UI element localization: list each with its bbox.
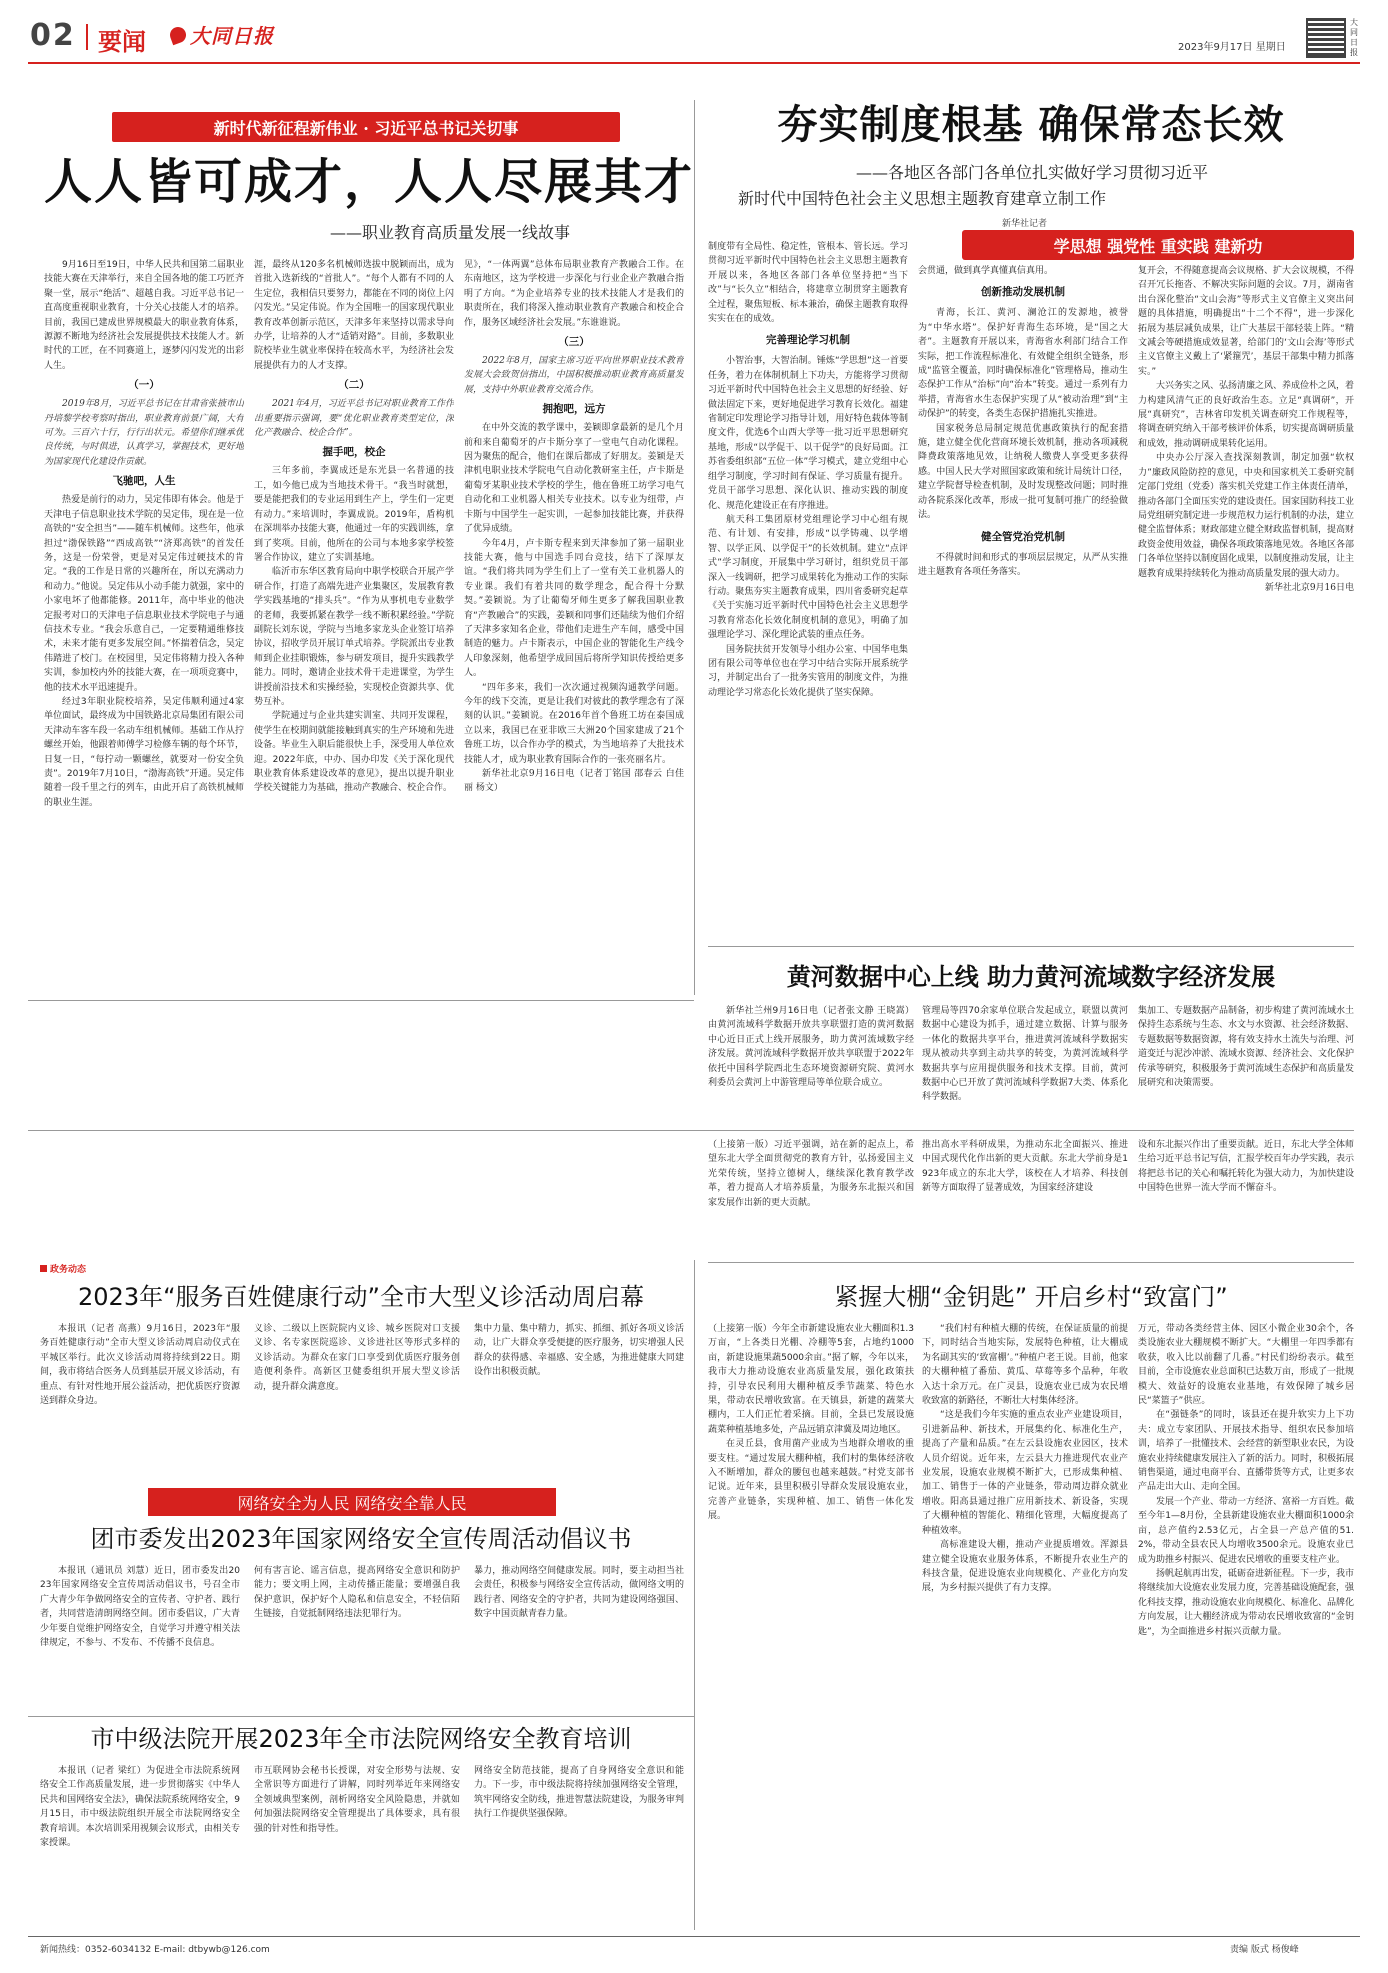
right-lead-subhead-2: 新时代中国特色社会主义思想主题教育建章立制工作 bbox=[738, 189, 1107, 208]
data-center-column-3 bbox=[1138, 1004, 1354, 1124]
left-lead-column-1 bbox=[44, 258, 244, 988]
paragraph: （上接第一版）习近平强调，站在新的起点上，希望东北大学全面贯彻党的教育方针，弘扬爱国主义光荣传统，坚持立德树人，继续深化教育教学改革，着力提高人才培养质量，为服务东北振兴和国家发展作出新的更大贡献。 bbox=[708, 1140, 914, 1208]
section-name: 要闻 bbox=[98, 27, 146, 56]
paragraph: 网络安全防范技能，提高了自身网络安全意识和能力。下一步，市中级法院将持续加强网络安全管理，筑牢网络安全防线，推进智慧法院建设，为服务审判执行工作提供坚强保障。 bbox=[474, 1766, 684, 1820]
left-lead-column-3 bbox=[464, 258, 684, 988]
greenhouse-column-3 bbox=[1138, 1322, 1354, 1928]
paragraph: “这是我们今年实施的重点农业产业建设项目，引进新品种、新技术，开展集约化、标准化生产，提高了产量和品质。”在左云县设施农业园区，技术人员介绍说。近年来，左云县大力推进现代农业产业发展，设施农业规模不断扩大，已形成集种植、加工、销售于一体的产业链条，带动周边群众就业增收。阳高县通过推广应用新技术、新设备，实现了大棚种植的智能化、精细化管理，大幅度提高了种植效率。 bbox=[922, 1410, 1128, 1536]
paragraph: 集加工、专题数据产品制备，初步构建了黄河流域水土保持生态系统与生态、水文与水资源、社会经济数据、专题数据等数据资源，将有效支持水土流失与治理、河道变迁与泥沙冲淤、流域水资源、经济社会、文化保护传承等研究，积极服务于黄河流域生态保护和高质量发展研究和决策需要。 bbox=[1138, 1006, 1354, 1089]
section-marker: （一） bbox=[128, 379, 160, 392]
medical-column-1 bbox=[40, 1322, 240, 1472]
paragraph: 集中力量、集中精力，抓实、抓细、抓好各项义诊活动，让广大群众享受便捷的医疗服务，切实增强人民群众的获得感、幸福感、安全感，为推进健康大同建设作出积极贡献。 bbox=[474, 1324, 684, 1378]
paragraph: 国务院扶贫开发领导小组办公室、中国华电集团有限公司等单位也在学习中结合实际开展系统学习，并制定出台了一批务实管用的制度文件，为推动理论学习常态化长效化提供了坚实保障。 bbox=[708, 644, 908, 698]
continued-column-2 bbox=[922, 1138, 1128, 1256]
cyber-headline: 团市委发出2023年国家网络安全宣传周活动倡议书 bbox=[90, 1525, 632, 1553]
paragraph: 航天科工集团原材党组理论学习中心组有规范、有计划、有安排，形成“以学铸魂、以学增智、以学正风、以学促干”的长效机制。建立“点评式”学习制度，开展集中学习研讨，组织党员干部深入一线调研，把学习成果转化为推动工作的实际行动。聚焦夯实主题教育成果，四川省委研究起草《关于实施习近平新时代中国特色社会主义思想学习教育常态化长效化制度机制的意见》，明确了加强理论学习、深化理论武装的重点任务。 bbox=[708, 514, 908, 641]
paragraph: 大兴务实之风、弘扬清廉之风、养成俭朴之风，着力构建风清气正的良好政治生态。立足“真调研”，开展“真研究”，吉林省印发机关调查研究工作规程等，将调查研究纳入干部考核评价体系，切实提高调研质量和成效，推动调研成果转化运用。 bbox=[1138, 381, 1354, 449]
section-divider bbox=[28, 1716, 694, 1717]
paragraph: 义诊、二级以上医院院内义诊、城乡医院对口支援义诊、名专家医院巡诊、义诊进社区等形式多样的义诊活动。为群众在家门口享受到优质医疗服务创造便利条件。高新区卫健委组织开展大型义诊活动，提升群众满意度。 bbox=[254, 1324, 460, 1392]
court-column-3 bbox=[474, 1764, 684, 1928]
footer-rule bbox=[28, 1936, 1360, 1937]
greenhouse-column-1 bbox=[708, 1322, 914, 1928]
paragraph: 小智治事，大智治制。锤炼“学思想”这一首要任务，着力在体制机制上下功夫，方能将学习贯彻习近平新时代中国特色社会主义思想的好经验、好做法固定下来，更好地促进学习教育长效化。福建省制定印发理论学习指导计划，用好特色载体等制度文件，优选6个山西大学等一批习近平思想研究基地，形成“以学促干、以干促学”的良好局面。江苏省委组织部“五位一体”学习模式，建立党组中心组学习制度，学习时间有保证、学习质量有提升。党员干部学习思想、深化认识、推动实践的制度化、规范化建设正在有序推进。 bbox=[708, 356, 908, 511]
paper-logo bbox=[170, 20, 274, 49]
paragraph: 热爱是前行的动力，吴定伟即有体会。他是于天津电子信息职业技术学院的吴定伟，现在是一位高铁的“安全担当”——随车机械师。这些年，他承担过“渤保铁路”“西成高铁”“济郑高铁”的首发任务，这是一份荣誉，更是对吴定伟过硬技术的肯定。“我的工作是日常的兴趣所在，所以充满动力和动力。”他说。吴定伟从小动手能力就强，家中的小家电坏了他都能修。2011年，高中毕业的他决定报考对口的天津电子信息职业技术学院电子与通信技术专业。“我会乐意自己，一定要精通维修技术，未来才能有更多发展空间。”怀揣着信念，吴定伟踏进了校门。在校园里，吴定伟将精力投入各种实训，参加校内外的技能大赛，在一项项竞赛中，他的技术水平迅速提升。 bbox=[44, 495, 244, 693]
paragraph: 发展一个产业、带动一方经济、富裕一方百姓。截至今年1—8月份，全县新建设施农业大棚面积1000余亩，总产值约2.53亿元，占全县一产总产值的51.2%，带动全县农民人均增收3500余元。设施农业已成为助推乡村振兴、促进农民增收的重要支柱产业。 bbox=[1138, 1496, 1354, 1565]
greenhouse-column-2 bbox=[922, 1322, 1128, 1928]
medical-column-3 bbox=[474, 1322, 684, 1472]
cyber-column-2 bbox=[254, 1564, 460, 1712]
paragraph: 设和东北振兴作出了重要贡献。近日，东北大学全体师生给习近平总书记写信，汇报学校百年办学实践，表示将把总书记的关心和嘱托转化为强大动力，为加快建设中国特色世界一流大学而不懈奋斗。 bbox=[1138, 1140, 1354, 1194]
paragraph: “四年多来，我们一次次通过视频沟通教学问题。今年的线下交流，更是让我们对彼此的教学理念有了深刻的认识。”姜颖说。在2016年首个鲁班工坊在泰国成立以来，我国已在亚非欧三大洲20个国家建成了21个鲁班工坊，以合作办学的模式，为当地培养了大批技术技能人才，成为职业教育国际合作的一张亮丽名片。 bbox=[464, 682, 684, 765]
section-heading: 握手吧，校企 bbox=[322, 446, 386, 459]
column-divider bbox=[694, 1260, 695, 1930]
right-lead-banner: 学思想 强党性 重实践 建新功 bbox=[962, 230, 1354, 260]
right-lead-headline: 夯实制度根基 确保常态长效 bbox=[777, 101, 1285, 148]
left-lead-banner: 新时代新征程新伟业 · 习近平总书记关切事 bbox=[112, 112, 620, 142]
paragraph: 新华社兰州9月16日电（记者张文静 王晓嵩）由黄河流域科学数据开放共享联盟打造的黄河数据中心近日正式上线开展服务，助力黄河流域数字经济发展。黄河流域科学数据开放共享联盟于2022年依托中国科学院西北生态环境资源研究院、黄河水利委员会黄河上中游管理局等单位联合成立。 bbox=[708, 1006, 914, 1089]
quote-block: 2019年8月，习近平总书记在甘肃省张掖市山丹培黎学校考察时指出，职业教育前景广阔，大有可为。三百六十行，行行出状元。希望你们继承优良传统，与时俱进，认真学习，掌握技术，更好地为国家现代化建设作贡献。 bbox=[44, 399, 244, 467]
left-lead-column-2 bbox=[254, 258, 454, 988]
quote-block: 2021年4月，习近平总书记对职业教育工作作出重要指示强调，要“优化职业教育类型定位，深化产教融合、校企合作”。 bbox=[254, 399, 454, 439]
paragraph: 制度带有全局性、稳定性，管根本、管长远。学习贯彻习近平新时代中国特色社会主义思想主题教育开展以来，各地区各部门各单位坚持把“当下改”与“长久立”相结合，将建章立制贯穿主题教育全过程，聚焦短板、标本兼治，确保主题教育取得实实在在的成效。 bbox=[708, 242, 908, 325]
right-lead-column-2 bbox=[918, 264, 1128, 940]
court-headline: 市中级法院开展2023年全市法院网络安全教育培训 bbox=[90, 1725, 632, 1753]
paragraph: 见》，“一体两翼”总体布局职业教育产教融合工作。在东南地区，这为学校进一步深化与行业企业产教融合指明了方向。“为企业培养专业的技术技能人才是我们的职责所在，我们将深入推动职业教育产教融合和校企合作，服务区域经济社会发展。”东谁谁说。 bbox=[464, 260, 684, 328]
section-divider bbox=[708, 1262, 1354, 1263]
medical-column-2 bbox=[254, 1322, 460, 1472]
data-center-headline: 黄河数据中心上线 助力黄河流域数字经济发展 bbox=[786, 962, 1276, 991]
paragraph: 9月16日至19日，中华人民共和国第二届职业技能大赛在天津举行，来自全国各地的能工巧匠齐聚一堂，展示“绝活”、超越自我。习近平总书记一直高度重视职业教育，十分关心技能人才的培养。目前，我国已建成世界规模最大的职业教育体系，源源不断地为经济社会发展提供技术技能人才。新时代的工匠，在不同赛道上，逐梦闪闪发光的出彩人生。 bbox=[44, 260, 244, 371]
court-column-1 bbox=[40, 1764, 240, 1928]
paper-name: 大同日报 bbox=[190, 24, 274, 48]
paragraph: 今年4月，卢卡斯专程来到天津参加了第一届职业技能大赛，他与中国选手同台竞技，结下了深厚友谊。“我们将共同为学生们上了一堂有关工业机器人的专业课。我们有着共同的数学理念，配合得十分默契。”姜颖说。为了让葡萄牙师生更多了解我国职业教育“产教融合”的实践，姜颖和同事们还陆续为他们介绍了天津多家知名企业，带他们走进生产车间，感受中国制造的魅力。卢卡斯表示，中国企业的智能化生产线令人印象深刻，他希望学成回国后将所学知识传授给更多人。 bbox=[464, 538, 684, 679]
right-lead-subhead-1: ——各地区各部门各单位扎实做好学习贯彻习近平 bbox=[856, 163, 1209, 182]
section-marker: （二） bbox=[338, 379, 370, 392]
footer-editors: 责编 版式 杨俊峰 bbox=[1230, 1945, 1299, 1955]
section-divider bbox=[708, 946, 1354, 947]
paragraph: 本报讯（记者 梁红）为促进全市法院系统网络安全工作高质量发展，进一步贯彻落实《中华人民共和国网络安全法》，确保法院系统网络安全，9月15日，市中级法院组织开展全市法院网络安全教育培训。本次培训采用视频会议形式，由相关专家授课。 bbox=[40, 1766, 240, 1849]
paragraph: 会贯通，做到真学真懂真信真用。 bbox=[918, 266, 1054, 276]
cyber-column-3 bbox=[474, 1564, 684, 1712]
greenhouse-headline: 紧握大棚“金钥匙” 开启乡村“致富门” bbox=[834, 1283, 1228, 1311]
paragraph: 复开会，不得随意提高会议规格、扩大会议规模，不得召开冗长拖沓、不解决实际问题的会议。7月，湖南省出台深化整治“文山会海”等形式主义官僚主义突出问题的具体措施，明确提出“十二个不得”，进一步深化拓展为基层减负成果，让广大基层干部轻装上阵。“精文减会等硬措施成效显著，给部门的‘文山会海’等形式主义官僚主义戴上了‘紧箍咒’，基层干部集中精力抓落实。” bbox=[1138, 266, 1354, 377]
court-column-2 bbox=[254, 1764, 460, 1928]
paragraph: 推出高水平科研成果，为推动东北全面振兴、推进中国式现代化作出新的更大贡献。东北大学前身是1923年成立的东北大学，该校在人才培养、科技创新等方面取得了显著成效，为国家经济建设 bbox=[922, 1140, 1128, 1194]
paragraph: 在“强链条”的同时，该县还在提升软实力上下功夫：成立专家团队、开展技术指导、组织农民参加培训，培养了一批懂技术、会经营的新型职业农民，为设施农业持续健康发展注入了新的活力。同时，积极拓展销售渠道，通过电商平台、直播带货等方式，让更多农产品走出大山、走向全国。 bbox=[1138, 1410, 1354, 1493]
news-tag bbox=[40, 1262, 86, 1275]
header-rule bbox=[28, 62, 1360, 64]
section-divider bbox=[28, 1000, 694, 1001]
section-heading: 飞驰吧，人生 bbox=[112, 475, 176, 488]
data-center-column-1 bbox=[708, 1004, 914, 1124]
paragraph: 万元，带动各类经营主体、园区小微企业30余个，各类设施农业大棚规模不断扩大。“大棚里一年四季都有收获，收入比以前翻了几番。”村民们纷纷表示。截至目前，全市设施农业总面积已达数万亩，形成了一批规模大、效益好的设施农业基地，有效保障了城乡居民“菜篮子”供应。 bbox=[1138, 1324, 1354, 1407]
left-lead-headline: 人人皆可成才，人人尽展其才 bbox=[44, 154, 695, 210]
paragraph: 经过3年职业院校培养，吴定伟顺利通过4家单位面试，最终成为中国铁路北京局集团有限公司天津动车客车段一名动车组机械师。基础工作从拧螺丝开始，他跟着师傅学习检修车辆的每个环节，日复一日，“每拧动一颗螺丝，就要对一份安全负责”。2019年7月10日，“渤海高铁”开通。吴定伟随着一段千里之行的列车，由此开启了高铁机械师的职业生涯。 bbox=[44, 696, 244, 808]
section-heading: 创新推动发展机制 bbox=[981, 286, 1065, 299]
quote-block: 2022年8月，国家主席习近平向世界职业技术教育发展大会致贺信指出，中国积极推动职业教育高质量发展，支持中外职业教育交流合作。 bbox=[464, 356, 684, 395]
square-icon bbox=[40, 1265, 47, 1272]
qr-code-icon bbox=[1306, 18, 1346, 58]
paragraph: 三年多前，李翼成还是东光县一名普通的技工，如今他已成为当地技术骨干。“我当时就想，要是能把我们的专业运用到生产上，学生们一定更有动力。”来培训时，李翼成说。2019年，盾构机在深圳举办技能大赛，他通过一年的实践训练，拿到了奖项。目前，他所在的公司与本地多家学校签署合作协议，建立了实训基地。 bbox=[254, 466, 454, 563]
left-lead-subhead: ——职业教育高质量发展一线故事 bbox=[330, 223, 571, 242]
cyber-banner: 网络安全为人民 网络安全靠人民 bbox=[148, 1488, 556, 1516]
section-heading: 拥抱吧，远方 bbox=[542, 403, 606, 416]
footer-contact: 新闻热线：0352-6034132 E-mail: dtbywb@126.com bbox=[40, 1945, 270, 1955]
news-tag-label: 政务动态 bbox=[50, 1265, 87, 1275]
continued-column-1 bbox=[708, 1138, 914, 1256]
logo-mark-icon bbox=[168, 24, 189, 45]
paragraph: 学院通过与企业共建实训室、共同开发课程，使学生在校期间就能接触到真实的生产环境和先进设备。毕业生入职后能很快上手，深受用人单位欢迎。2022年底，中办、国办印发《关于深化现代职业教育体系建设改革的意见》，提出以提升职业学校关键能力为基础，推动产教融合、校企合作。 bbox=[254, 711, 454, 794]
paragraph: 本报讯（记者 高燕）9月16日，2023年“服务百姓健康行动”全市大型义诊活动周启动仪式在平城区举行。此次义诊活动周将持续到22日。期间，我市将结合医务人员到基层开展义诊活动，有重点、有针对性地开展公益活动，把优质医疗资源送到群众身边。 bbox=[40, 1324, 240, 1407]
paragraph: 高标准建设大棚，推动产业提质增效。浑源县建立健全设施农业服务体系，不断提升农业生产的科技含量，促进设施农业向规模化、产业化方向发展，为乡村振兴提供了有力支撑。 bbox=[922, 1540, 1128, 1594]
byline: 新华社北京9月16日电 bbox=[1264, 582, 1354, 593]
paragraph: 青海，长江、黄河、澜沧江的发源地，被誉为“中华水塔”。保护好青海生态环境，是“国之大者”。主题教育开展以来，青海省水利部门结合工作实际，把工作流程标准化、有效健全组织全链条，形成“监管全覆盖，同时确保标准化”管理格局，推动生态保护工作从“治标”向“治本”转变。通过一系列有力举措，青海省水生态保护实现了从“被动治理”到“主动保护”的转变，各类生态保护措施扎实推进。 bbox=[918, 308, 1128, 420]
issue-date: 2023年9月17日 星期日 bbox=[1178, 42, 1286, 53]
paragraph: 扬帆起航再出发，砥砺奋进新征程。下一步，我市将继续加大设施农业发展力度，完善基础设施配套，强化科技支撑，推动设施农业向规模化、标准化、品牌化方向发展，让大棚经济成为带动农民增收致富的“金钥匙”，为全面推进乡村振兴贡献力量。 bbox=[1138, 1568, 1354, 1637]
header-divider bbox=[86, 24, 88, 50]
paragraph: 何有害言论、谣言信息，提高网络安全意识和防护能力；要文明上网，主动传播正能量；要增强自我保护意识，保护好个人隐私和信息安全，不轻信陌生链接，自觉抵制网络违法犯罪行为。 bbox=[254, 1566, 460, 1620]
paragraph: 不得就时间和形式的事项层层规定，从严从实推进主题教育各项任务落实。 bbox=[918, 552, 1128, 577]
right-lead-byline: 新华社记者 bbox=[1002, 219, 1048, 229]
paragraph: “我们村有种植大棚的传统，在保证质量的前提下，同时结合当地实际，发展特色种植，让大棚成为名副其实的‘致富棚’。”种植户老王说。目前，他家的大棚种植了番茄、黄瓜、草莓等多个品种，年收入达十余万元。在广灵县，设施农业已成为农民增收致富的新路径，不断壮大村集体经济。 bbox=[922, 1324, 1128, 1407]
section-marker: （三） bbox=[558, 336, 590, 349]
data-center-column-2 bbox=[922, 1004, 1128, 1124]
section-heading: 完善理论学习机制 bbox=[766, 334, 850, 347]
column-divider bbox=[694, 100, 695, 995]
continued-column-3 bbox=[1138, 1138, 1354, 1256]
masthead bbox=[28, 18, 1360, 58]
paragraph: 暴力，推动网络空间健康发展。同时，要主动担当社会责任，积极参与网络安全宣传活动，做网络文明的践行者、网络安全的守护者，共同为建设网络强国、数字中国贡献青春力量。 bbox=[474, 1566, 684, 1620]
paragraph: 在中外交流的教学课中，姜颖即拿最新的是几个月前和来自葡萄牙的卢卡斯分享了一堂电气自动化课程。因为聚焦的配合，他们在课后都成了好朋友。姜颖是天津机电职业技术学院电气自动化教研室主任，卢卡斯是葡萄牙某职业技术学校的学生，他在鲁班工坊学习电气自动化和工业机器人相关专业技术。以专业为纽带，卢卡斯与中国学生一起实训，一起参加技能比赛，并获得了优异成绩。 bbox=[464, 423, 684, 535]
cyber-column-1 bbox=[40, 1564, 240, 1712]
page-number: 02 bbox=[30, 18, 76, 53]
paragraph: （上接第一版）今年全市新建设施农业大棚面积1.3万亩，“上各类日光棚、冷棚等5套，占地约1000亩，新建设施果蔬5000余亩。”据了解，今年以来，我市大力推动设施农业高质量发展，强化政策扶持，引导农民利用大棚种植反季节蔬菜、特色水果，带动农民增收致富。在天镇县，新建的蔬菜大棚内，工人们正忙着采摘。目前，全县已发展设施蔬菜种植基地多处，产品远销京津冀及周边地区。 bbox=[708, 1324, 914, 1435]
paragraph: 市互联网协会秘书长授课，对安全形势与法规、安全常识等方面进行了讲解，同时列举近年来网络安全领域典型案例，剖析网络安全风险隐患，并就如何加强法院网络安全管理提出了具体要求，具有很强的针对性和指导性。 bbox=[254, 1766, 460, 1834]
right-lead-column-3 bbox=[1138, 264, 1354, 940]
paragraph: 国家税务总局制定规范优惠政策执行的配套措施，建立健全优化营商环境长效机制，推动各项减税降费政策落地见效，让纳税人缴费人享受更多获得感。中国人民大学对照国家政策和统计局统计口径，建立学院督导检查机制，及时发现整改问题；同时推动各院系深化改革，形成一批可复制可推广的经验做法。 bbox=[918, 423, 1128, 521]
right-lead-column-1 bbox=[708, 240, 908, 940]
paragraph: 在灵丘县，食用菌产业成为当地群众增收的重要支柱。“通过发展大棚种植，我们村的集体经济收入不断增加，群众的腰包也越来越鼓。”村党支部书记说。近年来，县里积极引导群众发展设施农业，完善产业链条，实现种植、加工、销售一体化发展。 bbox=[708, 1439, 914, 1522]
paragraph: 中央办公厅深入查找深刻教训，制定加强“软权力”廉政风险防控的意见，中央和国家机关工委研究制定部门党组（党委）落实机关党建工作主体责任清单，推动各部门全面压实党的建设责任。国家国防科技工业局党组研究制定进一步规范权力运行机制的办法，建立健全监督体系；财政部建立健全财政监督机制，提高财政资金使用效益，确保各项政策落地见效。各地区各部门各单位坚持以制度固化成果，以制度推动发展，让主题教育成果持续转化为推动高质量发展的强大动力。 bbox=[1138, 453, 1354, 579]
section-divider bbox=[28, 1130, 1354, 1131]
section-heading: 健全管党治党机制 bbox=[981, 530, 1065, 543]
qr-label: 大同日报 bbox=[1350, 18, 1358, 57]
paragraph: 管理局等四70余家单位联合发起成立，联盟以黄河数据中心建设为抓手，通过建立数据、计算与服务一体化的数据共享平台，推进黄河流域科学数据实现从被动共享到主动共享的转变，为黄河流域科学数据共享与应用提供服务和技术支撑。目前，黄河数据中心已开放了黄河流域科学数据7大类、体系化科学数据。 bbox=[922, 1006, 1128, 1103]
paragraph: 涯，最终从120多名机械师选拔中脱颖而出，成为首批入选新线的“首批人”。“每个人都有不同的人生定位，我相信只要努力，都能在不同的岗位上闪闪发光。”吴定伟说。作为全国唯一的国家现代职业教育改革创新示范区，天津多年来坚持以需求导向办学，让培养的人才“适销对路”。目前，多数职业院校毕业生就业率保持在较高水平，为经济社会发展提供有力的人才支撑。 bbox=[254, 260, 454, 371]
paragraph: 本报讯（通讯员 刘慧）近日，团市委发出2023年国家网络安全宣传周活动倡议书，号召全市广大青少年争做网络安全的宣传者、守护者、践行者，共同营造清朗网络空间。团市委倡议，广大青少年要自觉维护网络安全，自觉学习并遵守相关法律规定，不参与、不发布、不传播不良信息。 bbox=[40, 1566, 240, 1649]
byline: 新华社北京9月16日电（记者丁铭国 邵春云 白佳丽 杨文） bbox=[464, 769, 684, 794]
paragraph: 临沂市东华区教育局向中职学校联合开展产学研合作，打造了高端先进产业集聚区，发展教育教学实践基地的“排头兵”。“作为从事机电专业数学的老师，我要抓紧在教学一线不断积累经验。”学院副院长刘东说，学院与当地多家龙头企业签订培养协议，招收学员开展订单式培养。学院派出专业教师到企业挂职锻炼，参与研发项目，提升实践教学能力。同时，邀请企业技术骨干走进课堂，为学生讲授前沿技术和实操经验，实现校企资源共享、优势互补。 bbox=[254, 567, 454, 707]
medical-headline: 2023年“服务百姓健康行动”全市大型义诊活动周启幕 bbox=[78, 1283, 644, 1311]
